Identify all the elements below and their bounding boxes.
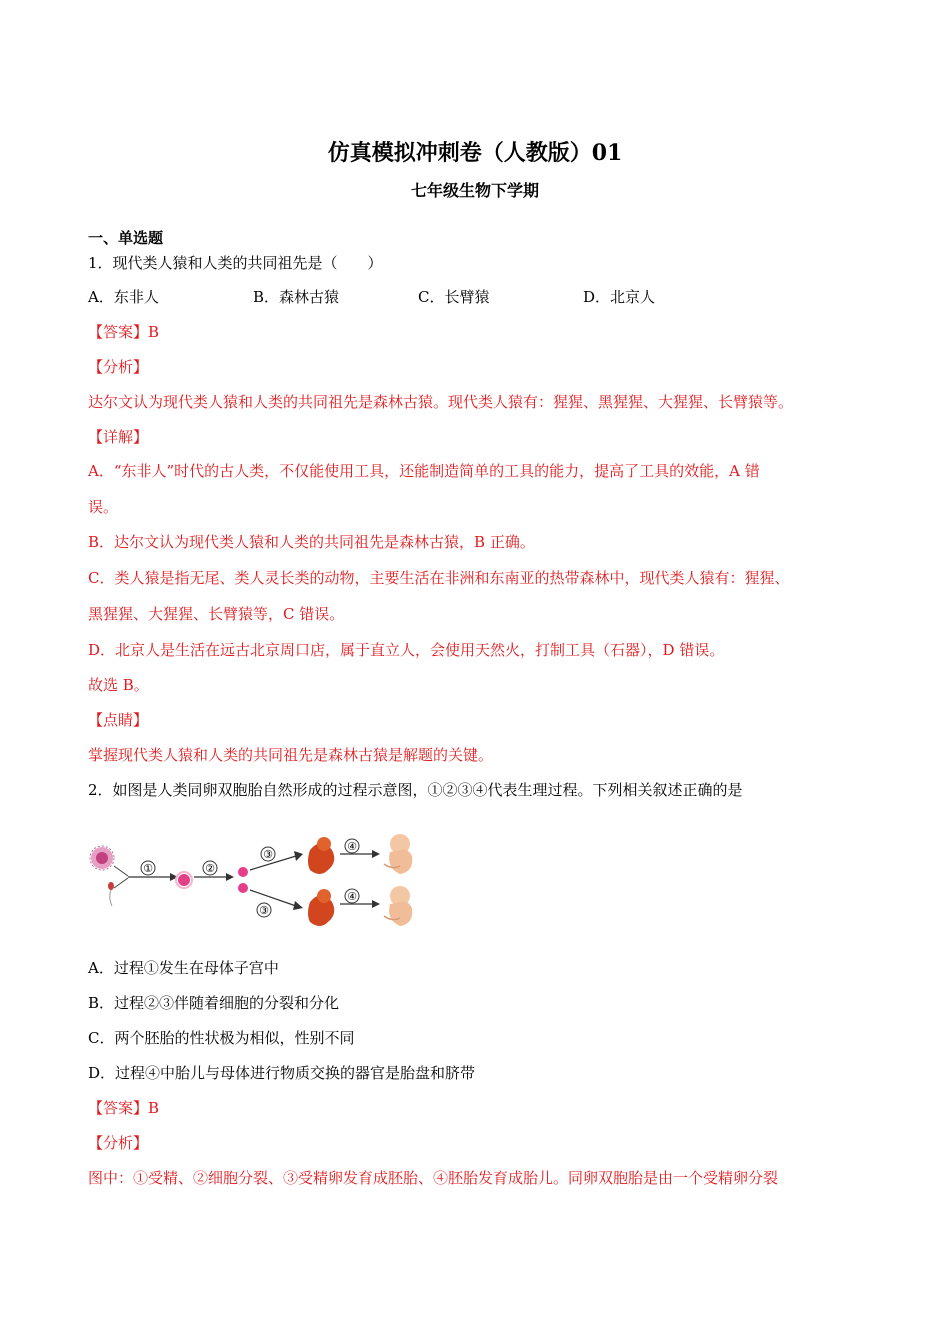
sperm-icon	[108, 882, 114, 906]
q1-choose: 故选 B。	[88, 676, 149, 694]
diagram-label-3-bottom: ③	[259, 904, 269, 917]
diagram-label-4-top: ④	[347, 840, 357, 853]
q2-option-b: B．过程②③伴随着细胞的分裂和分化	[88, 994, 340, 1012]
q2-option-d: D．过程④中胎儿与母体进行物质交换的器官是胎盘和脐带	[88, 1064, 476, 1082]
q1-stem: 1．现代类人猿和人类的共同祖先是（ ）	[88, 254, 383, 272]
page-title: 仿真模拟冲刺卷（人教版）01	[327, 140, 623, 166]
embryo-icon	[308, 837, 334, 874]
arrow-3-bottom	[250, 890, 296, 906]
page-subtitle: 七年级生物下学期	[410, 181, 539, 200]
q1-tip: 掌握现代类人猿和人类的共同祖先是森林古猿是解题的关键。	[88, 746, 494, 764]
diagram-label-4-bottom: ④	[347, 890, 357, 903]
q1-option-b: B．森林古猿	[253, 288, 340, 306]
diagram-label-2: ②	[205, 862, 215, 875]
embryo-icon	[308, 889, 334, 926]
q1-option-c: C．长臂猿	[418, 288, 490, 306]
q2-stem: 2．如图是人类同卵双胞胎自然形成的过程示意图，①②③④代表生理过程。下列相关叙述正确的是	[88, 781, 743, 799]
q1-answer: 【答案】B	[88, 323, 160, 341]
q1-option-a: A．东非人	[88, 288, 159, 306]
twin-formation-diagram	[88, 830, 418, 940]
q1-detail-c-cont: 黑猩猩、大猩猩、长臂猿等，C 错误。	[88, 605, 345, 623]
cell-icon	[238, 883, 248, 893]
q2-option-a: A．过程①发生在母体子宫中	[88, 959, 279, 977]
zygote-icon	[178, 874, 190, 886]
q1-detail-b: B．达尔文认为现代类人猿和人类的共同祖先是森林古猿，B 正确。	[88, 533, 535, 551]
q1-tip-label: 【点睛】	[88, 711, 149, 729]
cell-icon	[238, 867, 248, 877]
q1-detail-a: A．“东非人”时代的古人类，不仅能使用工具，还能制造简单的工具的能力，提高了工具的效能，A 错	[88, 462, 760, 480]
q2-answer: 【答案】B	[88, 1099, 160, 1117]
q1-analysis: 达尔文认为现代类人猿和人类的共同祖先是森林古猿。现代类人猿有：猩猩、黑猩猩、大猩猩、长臂猿等。	[88, 393, 794, 411]
fetus-icon	[384, 886, 412, 926]
section-heading: 一、单选题	[88, 229, 164, 247]
egg-cell-icon	[90, 846, 114, 870]
q2-analysis: 图中：①受精、②细胞分裂、③受精卵发育成胚胎、④胚胎发育成胎儿。同卵双胞胎是由一个受精卵分裂	[88, 1169, 779, 1187]
q1-option-d: D．北京人	[583, 288, 656, 306]
fetus-icon	[384, 834, 412, 874]
diagram-label-3-top: ③	[263, 848, 273, 861]
q1-detail-c: C．类人猿是指无尾、类人灵长类的动物，主要生活在非洲和东南亚的热带森林中，现代类人猿有：猩猩、	[88, 569, 790, 587]
q1-detail-a-cont: 误。	[88, 498, 119, 516]
q1-detail-d: D．北京人是生活在远古北京周口店，属于直立人，会使用天然火，打制工具（石器），D 错误。	[88, 641, 725, 659]
q2-option-c: C．两个胚胎的性状极为相似，性别不同	[88, 1029, 355, 1047]
q2-analysis-label: 【分析】	[88, 1134, 149, 1152]
q1-analysis-label: 【分析】	[88, 358, 149, 376]
diagram-label-1: ①	[143, 862, 153, 875]
q1-detail-label: 【详解】	[88, 428, 149, 446]
